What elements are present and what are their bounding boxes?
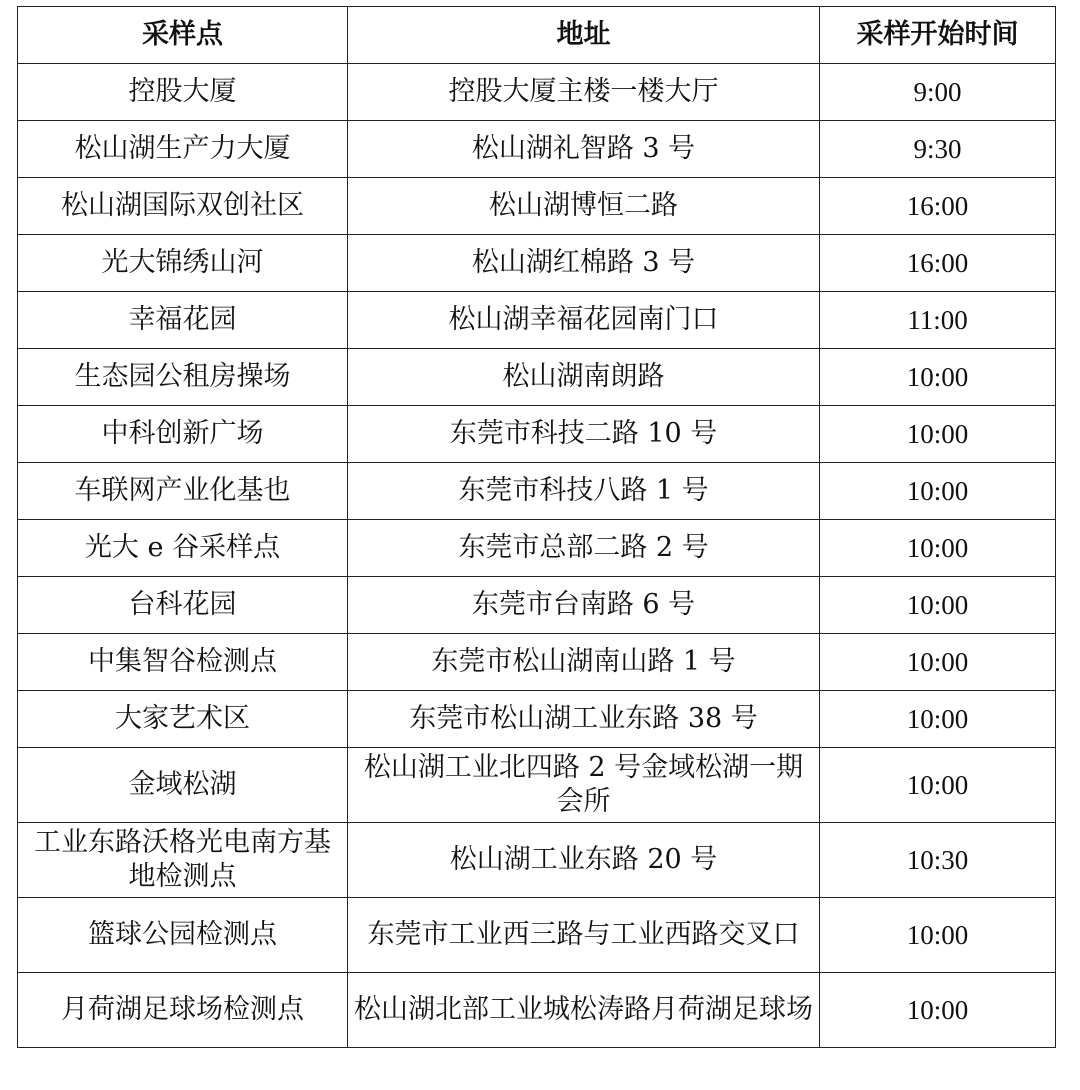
- cell-address: 松山湖幸福花园南门口: [348, 292, 820, 349]
- cell-address: 松山湖工业北四路 2 号金域松湖一期会所: [348, 748, 820, 823]
- cell-time: 10:00: [820, 748, 1056, 823]
- cell-site: 工业东路沃格光电南方基地检测点: [18, 823, 348, 898]
- cell-time: 10:00: [820, 691, 1056, 748]
- cell-time: 10:00: [820, 634, 1056, 691]
- cell-site: 篮球公园检测点: [18, 898, 348, 973]
- header-site: 采样点: [18, 7, 348, 64]
- table-row: [18, 823, 1056, 898]
- table-row: [18, 406, 1056, 463]
- header-address: 地址: [348, 7, 820, 64]
- cell-time: 16:00: [820, 235, 1056, 292]
- cell-site: 车联网产业化基也: [18, 463, 348, 520]
- cell-time: 10:30: [820, 823, 1056, 898]
- cell-time: 16:00: [820, 178, 1056, 235]
- cell-time: 10:00: [820, 349, 1056, 406]
- cell-time: 10:00: [820, 577, 1056, 634]
- table-row: [18, 634, 1056, 691]
- cell-address: 东莞市科技八路 1 号: [348, 463, 820, 520]
- cell-time: 11:00: [820, 292, 1056, 349]
- header-time: 采样开始时间: [820, 7, 1056, 64]
- table-row: [18, 898, 1056, 973]
- table-row: [18, 520, 1056, 577]
- cell-address: 松山湖北部工业城松涛路月荷湖足球场: [348, 973, 820, 1048]
- sampling-table-container: [17, 6, 1056, 1048]
- cell-site: 月荷湖足球场检测点: [18, 973, 348, 1048]
- cell-address: 松山湖南朗路: [348, 349, 820, 406]
- cell-time: 9:30: [820, 121, 1056, 178]
- cell-address: 松山湖红棉路 3 号: [348, 235, 820, 292]
- cell-time: 10:00: [820, 973, 1056, 1048]
- table-row: [18, 235, 1056, 292]
- table-row: [18, 121, 1056, 178]
- cell-site: 幸福花园: [18, 292, 348, 349]
- table-row: [18, 748, 1056, 823]
- cell-address: 松山湖博恒二路: [348, 178, 820, 235]
- cell-site: 大家艺术区: [18, 691, 348, 748]
- table-row: [18, 973, 1056, 1048]
- cell-address: 东莞市科技二路 10 号: [348, 406, 820, 463]
- table-row: [18, 292, 1056, 349]
- cell-site: 光大锦绣山河: [18, 235, 348, 292]
- table-row: [18, 691, 1056, 748]
- cell-address: 松山湖工业东路 20 号: [348, 823, 820, 898]
- cell-site: 金域松湖: [18, 748, 348, 823]
- cell-address: 东莞市总部二路 2 号: [348, 520, 820, 577]
- cell-address: 控股大厦主楼一楼大厅: [348, 64, 820, 121]
- cell-site: 中集智谷检测点: [18, 634, 348, 691]
- table-row: [18, 463, 1056, 520]
- cell-site: 中科创新广场: [18, 406, 348, 463]
- table-header-row: [18, 7, 1056, 64]
- cell-address: 东莞市松山湖工业东路 38 号: [348, 691, 820, 748]
- table-row: [18, 577, 1056, 634]
- cell-site: 松山湖国际双创社区: [18, 178, 348, 235]
- cell-site: 控股大厦: [18, 64, 348, 121]
- cell-time: 10:00: [820, 898, 1056, 973]
- cell-site: 生态园公租房操场: [18, 349, 348, 406]
- cell-address: 东莞市松山湖南山路 1 号: [348, 634, 820, 691]
- cell-time: 10:00: [820, 406, 1056, 463]
- table-row: [18, 178, 1056, 235]
- cell-time: 9:00: [820, 64, 1056, 121]
- cell-site: 台科花园: [18, 577, 348, 634]
- cell-address: 松山湖礼智路 3 号: [348, 121, 820, 178]
- table-row: [18, 349, 1056, 406]
- table-row: [18, 64, 1056, 121]
- cell-site: 松山湖生产力大厦: [18, 121, 348, 178]
- cell-time: 10:00: [820, 463, 1056, 520]
- cell-address: 东莞市工业西三路与工业西路交叉口: [348, 898, 820, 973]
- cell-address: 东莞市台南路 6 号: [348, 577, 820, 634]
- cell-time: 10:00: [820, 520, 1056, 577]
- cell-site: 光大 e 谷采样点: [18, 520, 348, 577]
- sampling-sites-table: [17, 6, 1056, 1048]
